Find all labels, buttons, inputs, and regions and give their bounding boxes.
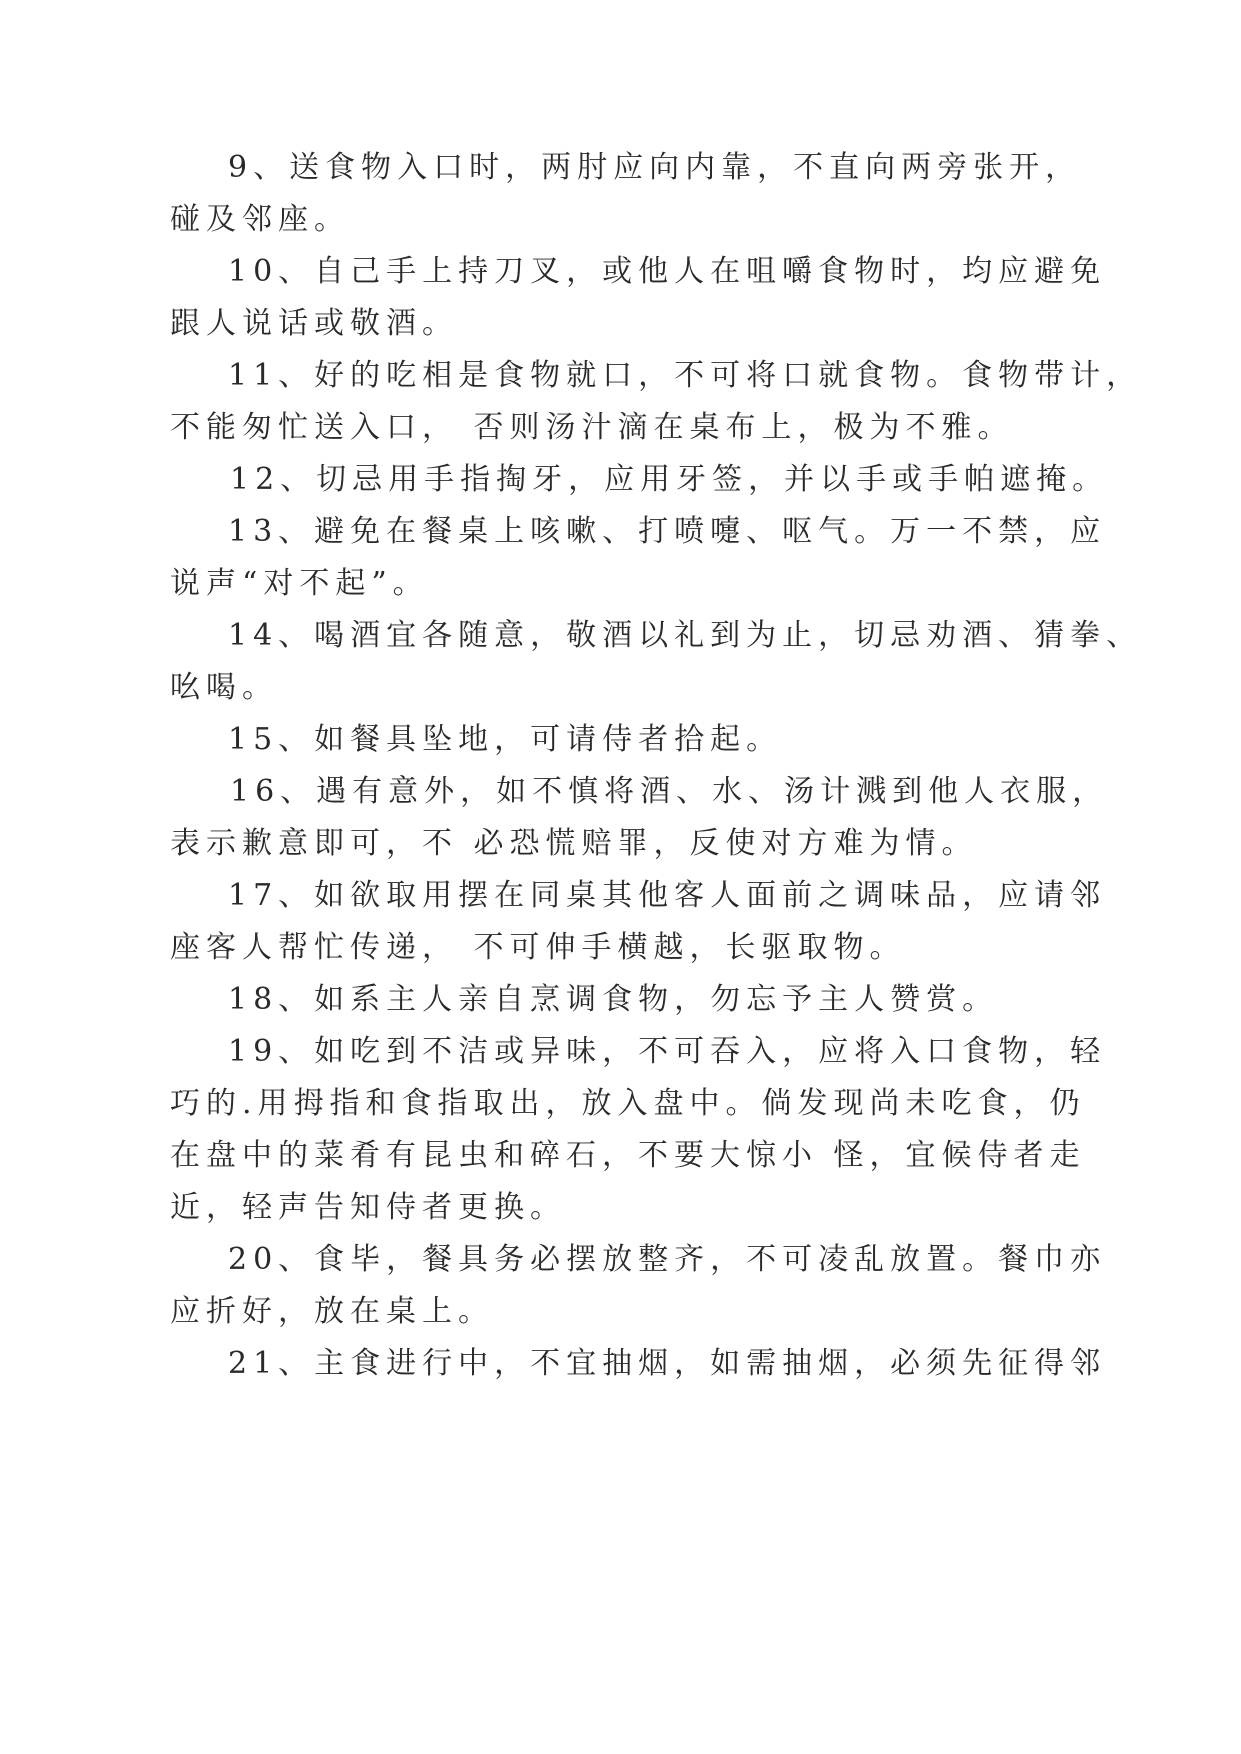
text-line-5: 11、好的吃相是食物就口，不可将口就食物。食物带计， <box>228 358 1143 393</box>
text-line-1: 9、送食物入口时，两肘应向内靠，不直向两旁张开， <box>228 150 1082 185</box>
text-line-24: 21、主食进行中，不宜抽烟，如需抽烟，必须先征得邻 <box>228 1346 1107 1381</box>
text-line-9: 说声“对不起”。 <box>170 566 429 601</box>
text-line-12: 15、如餐具坠地，可请侍者拾起。 <box>228 722 783 757</box>
text-line-21: 近，轻声告知侍者更换。 <box>170 1190 566 1225</box>
text-line-8: 13、避免在餐桌上咳嗽、打喷嚏、呕气。万一不禁，应 <box>228 514 1107 549</box>
text-line-2: 碰及邻座。 <box>170 202 350 237</box>
text-line-14: 表示歉意即可，不 必恐慌赔罪，反使对方难为情。 <box>170 826 978 861</box>
text-line-10: 14、喝酒宜各随意，敬酒以礼到为止，切忌劝酒、猜拳、 <box>228 618 1143 653</box>
text-line-13: 16、遇有意外，如不慎将酒、水、汤计溅到他人衣服， <box>230 774 1109 809</box>
text-line-18: 19、如吃到不洁或异味，不可吞入，应将入口食物，轻 <box>228 1034 1107 1069</box>
text-line-22: 20、食毕，餐具务必摆放整齐，不可凌乱放置。餐巾亦 <box>228 1242 1107 1277</box>
text-line-6: 不能匆忙送入口， 否则汤汁滴在桌布上，极为不雅。 <box>170 410 1014 445</box>
text-line-11: 吆喝。 <box>170 670 278 705</box>
text-line-3: 10、自己手上持刀叉，或他人在咀嚼食物时，均应避免 <box>228 254 1107 289</box>
text-line-15: 17、如欲取用摆在同桌其他客人面前之调味品，应请邻 <box>228 878 1107 913</box>
text-line-4: 跟人说话或敬酒。 <box>170 306 458 341</box>
text-line-19: 巧的.用拇指和食指取出，放入盘中。倘发现尚未吃食，仍 <box>170 1086 1086 1121</box>
text-line-23: 应折好，放在桌上。 <box>170 1294 494 1329</box>
text-line-16: 座客人帮忙传递， 不可伸手横越，长驱取物。 <box>170 930 906 965</box>
text-line-17: 18、如系主人亲自烹调食物，勿忘予主人赞赏。 <box>228 982 999 1017</box>
text-line-7: 12、切忌用手指掏牙，应用牙签，并以手或手帕遮掩。 <box>230 462 1109 497</box>
text-line-20: 在盘中的菜肴有昆虫和碎石，不要大惊小 怪，宜候侍者走 <box>170 1138 1086 1173</box>
